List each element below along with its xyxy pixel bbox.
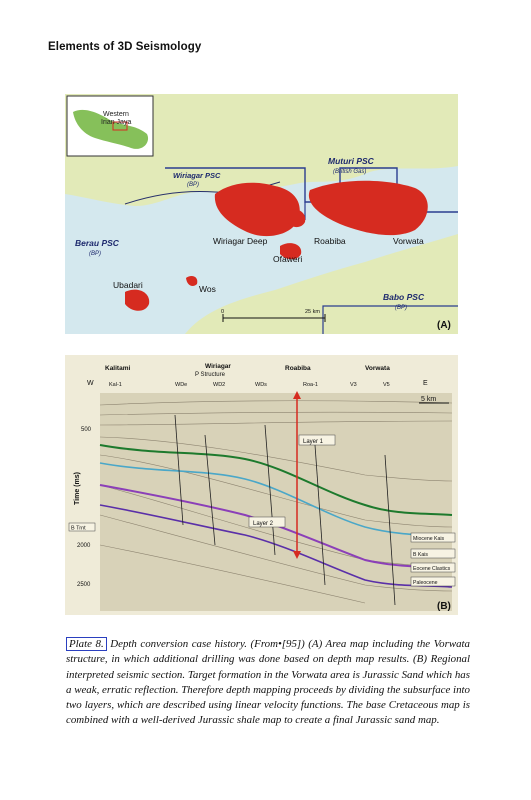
figure-caption xyxy=(66,637,470,729)
caption-text: Depth conversion case history. (From•[95]) (A) Area map including the Vorwata structure, in which additional drilling was done based on depth map results. (B) Regional interpreted seismic section. Target formation in the Vorwata area is Jurassic Sand which has a weak, erratic reflection. Therefore depth mapping proceeds by dividing the subsurface into two layers, which are described using linear velocity functions. The base Cretaceous map is combined with a well-derived Jurassic shale map to create a final Jurassic sand map. xyxy=(66,638,470,727)
direction-west: W xyxy=(87,380,94,387)
berau-psc-label: Berau PSC xyxy=(75,238,119,248)
scale-end: 25 km xyxy=(305,309,320,315)
y-tick-2500: 2500 xyxy=(77,582,91,588)
well-v5: V5 xyxy=(383,382,390,388)
well-v3: V3 xyxy=(350,382,357,388)
babo-psc-label: Babo PSC xyxy=(383,292,425,302)
wiriagar-psc-label: Wiriagar PSC xyxy=(173,171,221,180)
babo-operator: (BP) xyxy=(395,305,407,311)
muturi-psc-label: Muturi PSC xyxy=(328,156,374,166)
scale-start: 0 xyxy=(221,309,225,315)
muturi-operator: (British Gas) xyxy=(333,169,367,175)
scale-bar-label: 5 km xyxy=(421,396,437,403)
horizon-label-eocene-clastics: Eocene Clastics xyxy=(413,566,451,572)
well-wde: WDe xyxy=(175,382,188,388)
ofaweri-label: Ofaweri xyxy=(273,254,303,264)
seismic-data-area xyxy=(100,393,452,611)
inset-label-2: Irian Jaya xyxy=(101,119,132,126)
inset-label-1: Western xyxy=(103,111,129,118)
label-p-structure: P Structure xyxy=(195,372,225,378)
plate-reference-link[interactable]: Plate 8. xyxy=(66,637,107,651)
label-roabiba: Roabiba xyxy=(285,365,311,372)
well-roa-1: Roa-1 xyxy=(303,382,318,388)
layer-1-label: Layer 1 xyxy=(303,439,324,445)
seismic-section-figure xyxy=(65,355,458,615)
layer-2-label: Layer 2 xyxy=(253,521,274,527)
area-map-figure xyxy=(65,94,458,334)
well-kal-1: Kal-1 xyxy=(109,382,122,388)
panel-label-b: (B) xyxy=(437,601,451,612)
label-kalitami: Kalitami xyxy=(105,365,131,372)
direction-east: E xyxy=(423,380,428,387)
horizon-label-paleocene: Paleocene xyxy=(413,580,438,586)
horizon-label-miocene-kais: Miocene Kais xyxy=(413,536,445,542)
well-wds: WDs xyxy=(255,382,267,388)
y-tick-2000: 2000 xyxy=(77,543,91,549)
horizon-label-b-kais: B Kais xyxy=(413,552,428,558)
wiriagar-operator: (BP) xyxy=(187,182,199,188)
vorwata-label: Vorwata xyxy=(393,236,424,246)
y-tick-500: 500 xyxy=(81,427,92,433)
roabiba-label: Roabiba xyxy=(314,236,346,246)
berau-operator: (BP) xyxy=(89,251,101,257)
label-vorwata: Vorwata xyxy=(365,365,390,372)
left-tag: B Trnt xyxy=(71,525,86,532)
panel-label-a: (A) xyxy=(437,320,451,331)
wos-label: Wos xyxy=(199,284,216,294)
wiriagar-deep-label: Wiriagar Deep xyxy=(213,236,268,246)
label-wiriagar: Wiriagar xyxy=(205,363,231,370)
running-head: Elements of 3D Seismology xyxy=(48,41,202,53)
well-wd2: WD2 xyxy=(213,382,226,388)
y-axis-label: Time (ms) xyxy=(74,472,81,505)
ubadari-label: Ubadari xyxy=(113,280,143,290)
